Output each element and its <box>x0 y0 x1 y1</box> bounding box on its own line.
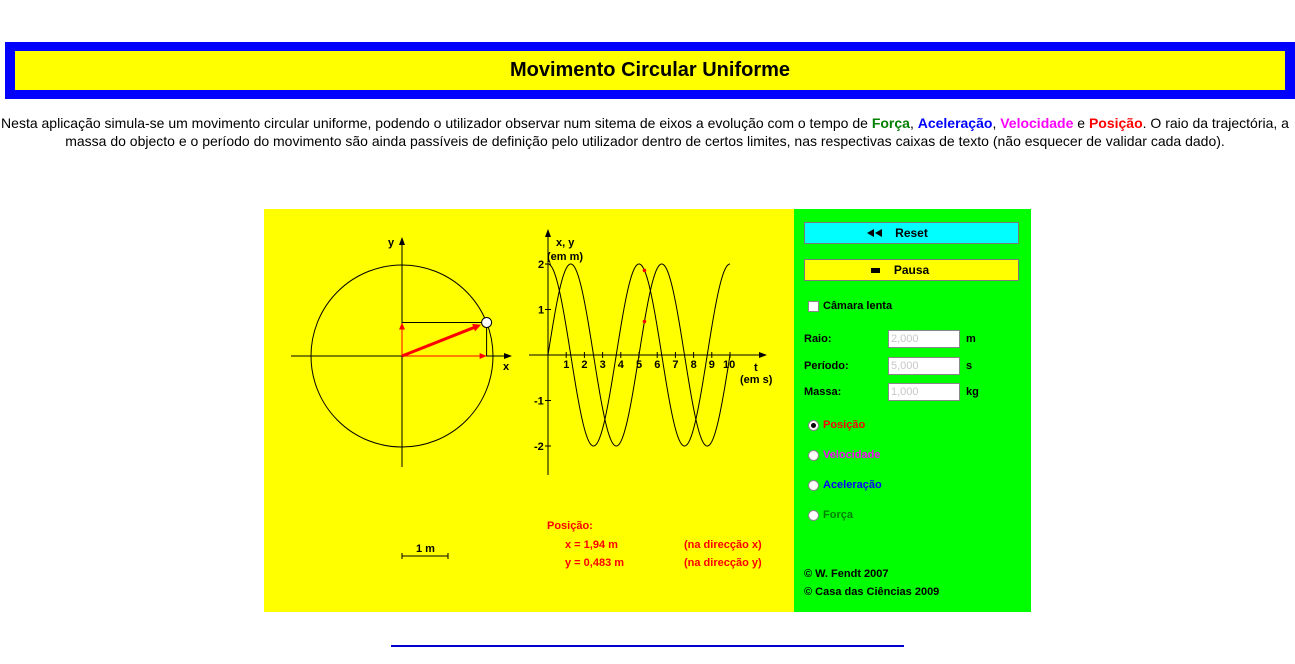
readout <box>547 520 762 569</box>
reset-button[interactable] <box>804 222 1019 244</box>
circle-y-arrow <box>399 237 405 245</box>
t-tick-label: 9 <box>708 359 715 371</box>
graph-ticks <box>534 259 735 453</box>
graph-t-label: t <box>754 362 758 374</box>
y-tick-label: 1 <box>538 304 545 317</box>
t-tick-label: 1 <box>563 359 570 371</box>
intro-aceleracao: Aceleração <box>917 115 993 131</box>
t-tick-label: 6 <box>654 359 661 371</box>
t-tick-label: 4 <box>617 359 624 371</box>
massa-input[interactable] <box>888 383 960 401</box>
pause-icon <box>871 263 881 277</box>
circle-y-label: y <box>388 237 395 249</box>
readout-x-value: x = 1,94 m <box>565 539 618 551</box>
radio-aceleracao[interactable] <box>808 480 819 491</box>
circle-plot <box>291 237 512 559</box>
position-vector <box>402 327 475 356</box>
raio-label: Raio: <box>804 333 832 345</box>
simulation-svg <box>264 209 794 612</box>
pause-label: Pausa <box>893 263 930 277</box>
moving-body <box>482 318 492 328</box>
periodo-input[interactable] <box>888 357 960 375</box>
graph-y-unit: (em m) <box>547 251 584 263</box>
y-tick-label: -1 <box>534 395 544 408</box>
credit-fendt: © W. Fendt 2007 <box>804 568 889 580</box>
t-tick-label: 10 <box>723 359 736 371</box>
title-banner <box>5 42 1295 99</box>
rewind-icon <box>867 226 883 240</box>
intro-sep-1: , <box>909 115 918 131</box>
readout-heading: Posição: <box>547 520 593 532</box>
slow-motion-label: Câmara lenta <box>823 300 893 312</box>
scale-bar-label: 1 m <box>416 543 435 555</box>
radio-forca[interactable] <box>808 510 819 521</box>
t-tick-label: 8 <box>690 359 697 371</box>
control-panel <box>794 209 1031 612</box>
graph-y-label: x, y <box>556 237 575 249</box>
y-tick-label: 2 <box>538 259 545 271</box>
massa-label: Massa: <box>804 386 842 398</box>
graph-t-unit: (em s) <box>740 374 773 386</box>
intro-paragraph <box>0 114 1290 150</box>
intro-forca: Força <box>871 115 910 131</box>
periodo-label: Período: <box>804 360 849 372</box>
position-y-arrowhead <box>399 323 405 330</box>
bottom-divider <box>391 645 904 647</box>
intro-sep-3: e <box>1073 115 1089 131</box>
t-tick-label: 5 <box>636 359 643 371</box>
simulation-canvas <box>264 209 794 612</box>
intro-text-2: . O raio da trajectória, a massa do objecto e o período do movimento são ainda passíveis de definição pelo utilizador dentro de certos limites, nas respectivas caixas de texto (não esquecer de validar cada dado). <box>65 115 1289 149</box>
t-tick-label: 2 <box>581 359 588 371</box>
readout-x-direction: (na direcção x) <box>684 539 762 551</box>
time-graph <box>529 229 773 475</box>
x-series-marker <box>643 269 647 273</box>
slow-motion-checkbox[interactable] <box>808 301 819 312</box>
intro-posicao: Posição <box>1088 115 1143 131</box>
periodo-unit: s <box>966 360 973 372</box>
intro-text-1: Nesta aplicação simula-se um movimento circular uniforme, podendo o utilizador observar num sitema de eixos a evolução com o tempo de <box>1 115 872 131</box>
raio-unit: m <box>966 333 976 345</box>
reset-label: Reset <box>895 226 928 240</box>
circle-x-label: x <box>503 361 510 373</box>
graph-y-arrow <box>545 229 551 237</box>
readout-y-direction: (na direcção y) <box>684 557 762 569</box>
graph-t-arrow <box>759 352 767 358</box>
page-title: Movimento Circular Uniforme <box>15 51 1285 90</box>
raio-input[interactable] <box>888 330 960 348</box>
pause-button[interactable] <box>804 259 1019 281</box>
credit-casa-das-ciencias: © Casa das Ciências 2009 <box>804 586 940 598</box>
massa-unit: kg <box>966 386 979 398</box>
y-series-marker <box>643 320 647 324</box>
radio-velocidade[interactable] <box>808 450 819 461</box>
t-tick-label: 7 <box>672 359 679 371</box>
position-x-arrowhead <box>480 353 487 359</box>
intro-velocidade: Velocidade <box>1000 115 1074 131</box>
t-tick-label: 3 <box>599 359 606 371</box>
radio-aceleracao-label: Aceleração <box>823 479 882 491</box>
radio-posicao-label: Posição <box>823 419 866 431</box>
readout-y-value: y = 0,483 m <box>565 557 625 569</box>
radio-posicao[interactable] <box>808 420 819 431</box>
radio-forca-label: Força <box>823 509 853 521</box>
circle-x-arrow <box>504 353 512 359</box>
intro-sep-2: , <box>992 115 1001 131</box>
radio-velocidade-label: Velocidade <box>823 449 881 461</box>
y-tick-label: -2 <box>534 441 544 453</box>
